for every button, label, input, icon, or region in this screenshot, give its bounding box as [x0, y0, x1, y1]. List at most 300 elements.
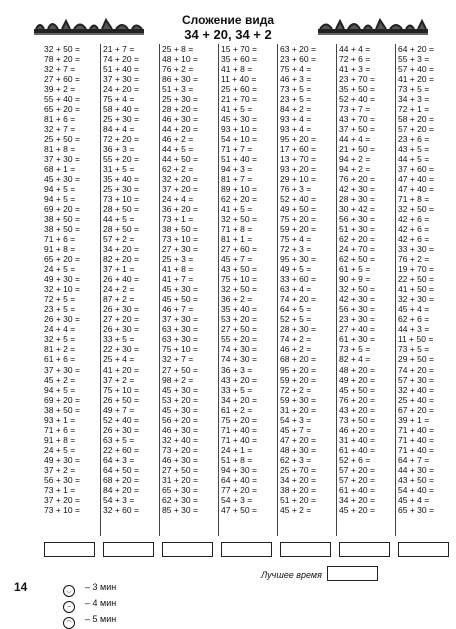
exercise: 54 + 3 = [103, 494, 135, 505]
exercise: 73 + 5 = [398, 344, 430, 355]
column-4 [221, 44, 277, 515]
exercise: 27 + 60 = [221, 244, 257, 255]
exercise: 42 + 30 = [339, 294, 375, 305]
column-separator [100, 44, 101, 536]
exercise: 33 + 30 = [398, 244, 434, 255]
exercise: 43 + 5 = [398, 144, 430, 155]
column-separator [277, 44, 278, 536]
exercise: 27 + 50 = [162, 364, 198, 375]
exercise: 37 + 30 = [44, 154, 80, 165]
exercise: 64 + 40 = [221, 474, 257, 485]
exercise: 38 + 50 = [162, 224, 198, 235]
exercise: 93 + 20 = [280, 164, 316, 175]
exercise: 25 + 4 = [103, 354, 135, 365]
exercise: 71 + 8 = [221, 224, 253, 235]
exercise: 31 + 20 = [280, 404, 316, 415]
exercise: 43 + 20 = [221, 374, 257, 385]
exercise: 23 + 60 = [280, 54, 316, 65]
exercise: 37 + 60 = [398, 164, 434, 175]
exercise: 76 + 2 = [398, 254, 430, 265]
exercise: 24 + 70 = [339, 244, 375, 255]
exercise: 73 + 5 = [280, 84, 312, 95]
exercise: 75 + 20 = [280, 214, 316, 225]
answer-box-7[interactable] [398, 542, 449, 557]
exercise: 25 + 50 = [44, 134, 80, 145]
decorative-animals-right [318, 17, 428, 37]
exercise: 32 + 7 = [162, 354, 194, 365]
exercise: 48 + 10 = [162, 54, 198, 65]
exercise: 67 + 20 = [398, 404, 434, 415]
exercise: 25 + 30 = [103, 114, 139, 125]
exercise: 47 + 40 = [398, 174, 434, 185]
exercise: 91 + 8 = [44, 244, 76, 255]
exercise: 44 + 5 = [398, 154, 430, 165]
exercise: 44 + 4 = [339, 134, 371, 145]
exercise: 37 + 2 = [44, 464, 76, 475]
exercise: 32 + 10 = [44, 284, 80, 295]
exercise: 55 + 3 = [398, 54, 430, 65]
exercise: 65 + 30 = [162, 484, 198, 495]
exercise: 41 + 50 = [398, 284, 434, 295]
exercise: 55 + 40 = [44, 94, 80, 105]
exercise: 87 + 2 = [103, 294, 135, 305]
exercise: 49 + 5 = [280, 264, 312, 275]
answer-box-5[interactable] [280, 542, 331, 557]
exercise: 41 + 8 = [162, 264, 194, 275]
exercise: 75 + 10 = [103, 384, 139, 395]
exercise: 56 + 30 = [339, 214, 375, 225]
exercise: 74 + 30 = [221, 354, 257, 365]
exercise: 57 + 20 = [398, 124, 434, 135]
exercise: 72 + 3 = [280, 244, 312, 255]
exercise: 68 + 20 = [280, 354, 316, 365]
exercise: 45 + 30 = [221, 114, 257, 125]
exercise: 44 + 50 = [162, 154, 198, 165]
exercise: 15 + 70 = [221, 44, 257, 54]
exercise: 44 + 30 = [398, 464, 434, 475]
exercise: 90 + 9 = [339, 274, 371, 285]
exercise: 37 + 2 = [103, 374, 135, 385]
exercise: 46 + 3 = [280, 74, 312, 85]
exercise: 51 + 8 = [221, 454, 253, 465]
exercise: 46 + 30 = [162, 454, 198, 465]
exercise: 42 + 6 = [398, 224, 430, 235]
exercise: 63 + 20 = [280, 44, 316, 54]
exercise: 51 + 20 = [280, 494, 316, 505]
exercise: 51 + 40 = [221, 154, 257, 165]
exercise: 31 + 20 = [162, 474, 198, 485]
exercise: 45 + 30 = [162, 384, 198, 395]
exercise: 34 + 20 = [339, 494, 375, 505]
exercise: 63 + 30 = [162, 324, 198, 335]
exercise: 35 + 60 = [221, 54, 257, 65]
exercise: 45 + 7 = [280, 424, 312, 435]
answer-box-3[interactable] [162, 542, 213, 557]
exercise: 37 + 20 = [162, 184, 198, 195]
exercise: 93 + 10 = [221, 124, 257, 135]
exercise: 24 + 4 = [162, 194, 194, 205]
exercise: 55 + 20 = [103, 154, 139, 165]
exercise: 46 + 30 = [162, 424, 198, 435]
exercise: 47 + 50 = [221, 504, 257, 515]
exercise: 23 + 5 = [280, 94, 312, 105]
exercise: 11 + 40 = [221, 74, 257, 85]
legend-item-5min: ◠ – 5 мин [63, 614, 126, 624]
exercise: 81 + 1 = [221, 234, 253, 245]
exercise: 84 + 2 = [280, 104, 312, 115]
exercise: 21 + 50 = [339, 144, 375, 155]
exercise: 52 + 5 = [280, 314, 312, 325]
exercise: 94 + 2 = [339, 154, 371, 165]
exercise: 32 + 30 = [398, 294, 434, 305]
exercise: 75 + 4 = [280, 64, 312, 75]
exercise: 45 + 2 = [44, 374, 76, 385]
exercise: 63 + 4 = [280, 284, 312, 295]
exercise: 33 + 5 = [221, 384, 253, 395]
happy-face-icon: ◡ [63, 585, 75, 597]
exercise: 47 + 20 = [280, 434, 316, 445]
exercise: 61 + 40 = [339, 484, 375, 495]
exercise: 48 + 20 = [339, 364, 375, 375]
exercise: 35 + 40 = [103, 174, 139, 185]
exercise: 64 + 3 = [103, 454, 135, 465]
column-7 [398, 44, 454, 515]
exercise: 51 + 30 = [339, 224, 375, 235]
exercise: 36 + 3 = [103, 144, 135, 155]
exercise: 61 + 40 = [339, 444, 375, 455]
exercise: 56 + 30 = [44, 474, 80, 485]
exercise: 94 + 5 = [44, 184, 76, 195]
exercise: 93 + 4 = [280, 114, 312, 125]
exercise: 21 + 7 = [103, 44, 135, 54]
exercise: 81 + 7 = [221, 174, 253, 185]
exercise: 94 + 3 = [221, 164, 253, 175]
exercise: 45 + 30 = [162, 404, 198, 415]
exercise: 78 + 20 = [44, 54, 80, 65]
exercise: 32 + 7 = [44, 64, 76, 75]
exercise: 71 + 6 = [44, 424, 76, 435]
exercise: 86 + 30 = [162, 74, 198, 85]
exercise: 51 + 3 = [162, 84, 194, 95]
exercise: 34 + 3 = [398, 94, 430, 105]
exercise: 41 + 5 = [221, 204, 253, 215]
answer-box-6[interactable] [339, 542, 390, 557]
exercise: 73 + 10 = [103, 194, 139, 205]
exercise: 43 + 20 = [339, 404, 375, 415]
exercise: 34 + 20 = [103, 244, 139, 255]
exercise: 31 + 40 = [339, 434, 375, 445]
exercise: 45 + 50 = [162, 294, 198, 305]
exercise: 26 + 50 = [103, 394, 139, 405]
column-separator [395, 44, 396, 536]
exercise: 45 + 20 = [339, 504, 375, 515]
exercise: 26 + 30 = [103, 324, 139, 335]
exercise: 32 + 40 = [162, 434, 198, 445]
exercise: 85 + 30 = [162, 504, 198, 515]
exercise: 37 + 20 = [44, 494, 80, 505]
exercise: 76 + 20 = [339, 394, 375, 405]
legend-item-3min: ◡ – 3 мин [63, 582, 126, 592]
exercise: 11 + 50 = [398, 334, 434, 345]
exercise: 35 + 40 = [221, 304, 257, 315]
exercise: 71 + 6 = [44, 234, 76, 245]
exercise: 26 + 30 = [44, 314, 80, 325]
exercise: 49 + 30 = [44, 454, 80, 465]
exercise: 23 + 5 = [44, 304, 76, 315]
exercise: 76 + 3 = [280, 184, 312, 195]
answer-box-2[interactable] [103, 542, 154, 557]
exercise: 33 + 5 = [103, 334, 135, 345]
exercise: 94 + 2 = [339, 164, 371, 175]
exercise: 46 + 30 = [162, 114, 198, 125]
exercise: 71 + 40 = [398, 424, 434, 435]
exercise: 73 + 20 = [162, 444, 198, 455]
exercise: 39 + 2 = [44, 84, 76, 95]
answer-box-4[interactable] [221, 542, 272, 557]
exercise: 34 + 20 = [280, 474, 316, 485]
exercise: 65 + 20 = [44, 254, 80, 265]
exercise: 25 + 30 = [162, 94, 198, 105]
exercise: 36 + 2 = [221, 294, 253, 305]
exercise: 44 + 4 = [339, 44, 371, 54]
exercise: 27 + 50 = [221, 324, 257, 335]
exercise: 56 + 20 = [162, 414, 198, 425]
exercise: 94 + 5 = [44, 384, 76, 395]
exercise: 32 + 50 = [221, 284, 257, 295]
exercise: 57 + 20 = [339, 464, 375, 475]
exercise: 32 + 7 = [44, 124, 76, 135]
exercise: 45 + 4 = [398, 494, 430, 505]
exercise: 17 + 60 = [280, 144, 316, 155]
exercise: 63 + 30 = [162, 334, 198, 345]
exercise: 37 + 50 = [339, 124, 375, 135]
exercise: 71 + 7 = [221, 144, 253, 155]
exercise: 24 + 2 = [103, 284, 135, 295]
exercise: 46 + 2 = [162, 134, 194, 145]
exercise: 54 + 3 = [221, 494, 253, 505]
exercise: 24 + 5 = [44, 444, 76, 455]
exercise: 52 + 40 = [339, 94, 375, 105]
exercise: 64 + 20 = [398, 44, 434, 54]
exercise: 61 + 6 = [44, 354, 76, 365]
exercise: 32 + 20 = [162, 174, 198, 185]
exercise: 95 + 30 = [280, 254, 316, 265]
exercise: 94 + 30 = [221, 464, 257, 475]
exercise: 68 + 1 = [44, 164, 76, 175]
exercise: 81 + 2 = [44, 344, 76, 355]
exercise: 42 + 30 = [339, 184, 375, 195]
column-2 [103, 44, 159, 515]
exercise: 52 + 40 = [280, 194, 316, 205]
exercise: 38 + 20 = [280, 484, 316, 495]
exercise: 46 + 20 = [339, 424, 375, 435]
exercise: 62 + 6 = [398, 314, 430, 325]
exercise: 72 + 2 = [280, 384, 312, 395]
exercise: 24 + 20 = [103, 84, 139, 95]
exercise: 45 + 4 = [398, 304, 430, 315]
exercise: 25 + 40 = [398, 394, 434, 405]
exercise: 52 + 40 = [103, 414, 139, 425]
exercise: 42 + 6 = [398, 214, 430, 225]
exercise: 76 + 20 = [339, 174, 375, 185]
exercise: 61 + 30 = [339, 334, 375, 345]
exercise: 69 + 20 = [44, 394, 80, 405]
exercise: 24 + 4 = [44, 324, 76, 335]
exercise: 42 + 6 = [398, 234, 430, 245]
exercise: 52 + 6 = [339, 454, 371, 465]
exercise: 41 + 5 = [221, 104, 253, 115]
exercise: 53 + 20 = [221, 314, 257, 325]
exercise: 23 + 70 = [339, 74, 375, 85]
exercise: 54 + 10 = [221, 134, 257, 145]
exercise: 76 + 2 = [162, 64, 194, 75]
exercise: 95 + 20 = [280, 134, 316, 145]
exercise: 53 + 20 = [162, 394, 198, 405]
exercise: 25 + 30 = [103, 184, 139, 195]
exercise: 77 + 20 = [221, 484, 257, 495]
exercise: 41 + 7 = [162, 274, 194, 285]
exercise: 82 + 4 = [339, 354, 371, 365]
exercise: 75 + 10 = [221, 274, 257, 285]
exercise: 65 + 30 = [398, 504, 434, 515]
page-number: 14 [14, 580, 28, 594]
exercise: 32 + 5 = [44, 334, 76, 345]
exercise: 49 + 30 = [44, 274, 80, 285]
sad-face-icon: ◠ [63, 617, 75, 629]
exercise: 45 + 2 = [280, 504, 312, 515]
column-6 [339, 44, 395, 515]
exercise: 64 + 50 = [103, 464, 139, 475]
exercise: 75 + 20 = [221, 414, 257, 425]
exercise: 46 + 7 = [162, 304, 194, 315]
exercise: 44 + 5 = [103, 214, 135, 225]
exercise: 28 + 50 = [103, 204, 139, 215]
exercise: 31 + 5 = [103, 164, 135, 175]
neutral-face-icon: – [63, 601, 75, 613]
exercise: 62 + 50 = [339, 254, 375, 265]
exercise: 71 + 8 = [398, 194, 430, 205]
exercise: 62 + 2 = [162, 164, 194, 175]
exercise: 27 + 20 = [103, 314, 139, 325]
exercise: 57 + 20 = [339, 474, 375, 485]
exercise: 45 + 50 = [339, 384, 375, 395]
exercise: 71 + 40 = [221, 434, 257, 445]
column-separator [336, 44, 337, 536]
exercise: 65 + 20 = [44, 104, 80, 115]
exercise: 28 + 30 = [280, 324, 316, 335]
exercise: 21 + 70 = [221, 94, 257, 105]
exercise: 75 + 4 = [280, 234, 312, 245]
exercise: 56 + 30 = [339, 304, 375, 315]
exercise: 25 + 8 = [162, 44, 194, 54]
exercise: 36 + 20 = [162, 204, 198, 215]
exercise: 73 + 50 = [339, 414, 375, 425]
exercise: 57 + 40 = [398, 64, 434, 75]
exercise: 44 + 5 = [162, 144, 194, 155]
exercise: 27 + 40 = [339, 324, 375, 335]
exercise: 49 + 20 = [339, 374, 375, 385]
exercise: 22 + 50 = [398, 274, 434, 285]
exercise: 22 + 30 = [103, 344, 139, 355]
exercise: 32 + 50 = [221, 214, 257, 225]
exercise: 43 + 50 = [221, 264, 257, 275]
exercise: 26 + 30 = [103, 304, 139, 315]
exercise: 89 + 10 = [221, 184, 257, 195]
exercise: 32 + 50 = [44, 44, 80, 54]
exercise: 63 + 5 = [103, 434, 135, 445]
exercise: 62 + 3 = [280, 454, 312, 465]
exercise: 84 + 20 = [103, 484, 139, 495]
exercise: 49 + 7 = [103, 404, 135, 415]
exercise: 59 + 20 = [280, 374, 316, 385]
time-legend [58, 569, 136, 629]
exercise: 25 + 70 = [280, 464, 316, 475]
exercise: 44 + 20 = [162, 124, 198, 135]
exercise: 73 + 10 = [44, 504, 80, 515]
exercise: 28 + 20 = [162, 104, 198, 115]
exercise: 36 + 3 = [221, 364, 253, 375]
exercise: 48 + 30 = [280, 444, 316, 455]
exercise: 45 + 7 = [221, 254, 253, 265]
exercise: 30 + 42 = [339, 204, 375, 215]
exercise: 91 + 8 = [44, 434, 76, 445]
exercise: 41 + 8 = [221, 64, 253, 75]
exercise: 59 + 20 = [280, 224, 316, 235]
exercise: 32 + 40 = [398, 384, 434, 395]
answer-box-1[interactable] [44, 542, 95, 557]
exercise: 28 + 30 = [339, 194, 375, 205]
exercise: 46 + 2 = [280, 344, 312, 355]
exercise: 98 + 2 = [162, 374, 194, 385]
column-5 [280, 44, 336, 515]
exercise: 38 + 50 = [44, 214, 80, 225]
exercise: 71 + 40 = [221, 424, 257, 435]
page-formula: 34 + 20, 34 + 2 [184, 27, 272, 42]
exercise: 93 + 1 = [44, 414, 76, 425]
exercise: 73 + 5 = [398, 84, 430, 95]
exercise: 39 + 1 = [398, 414, 430, 425]
exercise: 38 + 50 = [44, 404, 80, 415]
exercise: 22 + 60 = [103, 444, 139, 455]
exercise: 43 + 50 = [398, 474, 434, 485]
exercise: 74 + 20 = [103, 54, 139, 65]
exercise: 35 + 50 = [339, 84, 375, 95]
page-title: Сложение вида [181, 13, 274, 27]
exercise: 72 + 5 = [44, 294, 76, 305]
exercise: 62 + 20 = [339, 234, 375, 245]
exercise: 94 + 5 = [44, 194, 76, 205]
exercise: 33 + 60 = [280, 274, 316, 285]
exercise: 23 + 6 = [398, 134, 430, 145]
exercise: 64 + 7 = [398, 454, 430, 465]
exercise: 73 + 5 = [339, 344, 371, 355]
exercise: 26 + 40 = [103, 274, 139, 285]
exercise: 55 + 20 = [221, 334, 257, 345]
exercise: 75 + 4 = [103, 94, 135, 105]
exercise: 72 + 20 = [103, 134, 139, 145]
exercise: 37 + 30 = [44, 364, 80, 375]
exercise: 75 + 10 = [162, 344, 198, 355]
exercise: 72 + 1 = [398, 104, 430, 115]
exercise: 74 + 30 = [221, 344, 257, 355]
legend-item-4min: – – 4 мин [63, 598, 126, 608]
best-time-box[interactable] [327, 566, 378, 581]
exercise: 54 + 40 = [398, 484, 434, 495]
exercise: 51 + 40 = [103, 64, 139, 75]
exercise: 47 + 40 = [398, 184, 434, 195]
best-time-label: Лучшее время [261, 570, 322, 580]
exercise: 27 + 60 = [44, 74, 80, 85]
